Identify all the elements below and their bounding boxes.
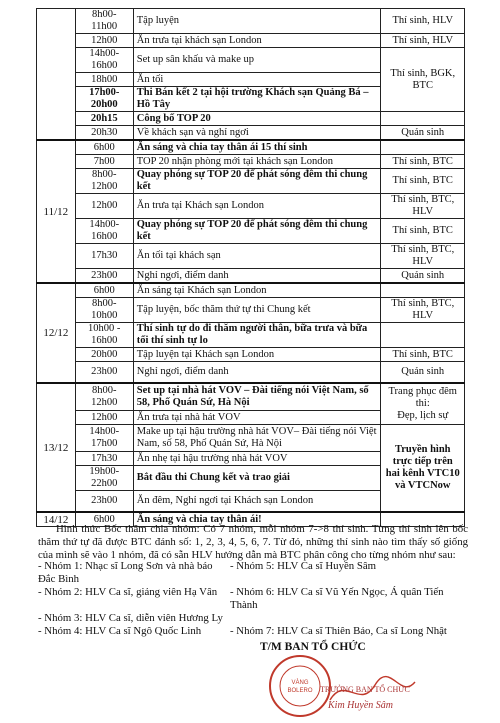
time-cell: 8h00- 12h00 <box>75 169 133 194</box>
table-row <box>37 219 465 244</box>
group-item: - Nhóm 1: Nhạc sĩ Long Sơn và nhà báo Đắc Bình <box>38 560 213 585</box>
time-cell: 6h00 <box>75 140 133 155</box>
table-row <box>37 383 465 411</box>
activity-cell: Thí sinh tự do đi thăm người thân, bữa trưa và bữa tối thí sinh tự lo <box>133 323 381 348</box>
table-row <box>37 48 465 73</box>
time-cell: 18h00 <box>75 73 133 87</box>
responsible-cell: Thí sinh, HLV <box>381 34 465 48</box>
table-row <box>37 34 465 48</box>
svg-text:BOLERO: BOLERO <box>287 688 313 694</box>
activity-cell: Về khách sạn và nghỉ ngơi <box>133 126 381 141</box>
time-cell: 12h00 <box>75 411 133 425</box>
table-row <box>37 244 465 269</box>
signature-title: T/M BAN TỔ CHỨC <box>260 641 366 653</box>
activity-cell: Ăn trưa tại Khách sạn London <box>133 194 381 219</box>
group-item: - Nhóm 2: HLV Ca sĩ, giảng viên Hạ Vân <box>38 586 218 598</box>
responsible-cell: Thí sinh, HLV <box>381 9 465 34</box>
responsible-cell: Thí sinh, BGK, BTC <box>381 48 465 112</box>
activity-cell: Ăn trưa tại khách sạn London <box>133 34 381 48</box>
time-cell: 17h00- 20h00 <box>75 87 133 112</box>
time-cell: 8h00- 12h00 <box>75 383 133 411</box>
activity-cell: Thi Bán kết 2 tại hội trường Khách sạn Quảng Bá – Hồ Tây <box>133 87 381 112</box>
activity-cell: Ăn tối tại khách sạn <box>133 244 381 269</box>
day-cell: 11/12 <box>37 140 76 283</box>
table-row <box>37 9 465 34</box>
activity-cell: Ăn sáng và chia tay thân ái! <box>133 512 381 527</box>
day-cell: 14/12 <box>37 512 76 527</box>
activity-cell: TOP 20 nhận phòng mới tại khách sạn London <box>133 155 381 169</box>
time-cell: 23h00 <box>75 362 133 384</box>
time-cell: 14h00- 16h00 <box>75 48 133 73</box>
table-row <box>37 348 465 362</box>
day-cell: 12/12 <box>37 283 76 383</box>
time-cell: 17h30 <box>75 244 133 269</box>
time-cell: 20h15 <box>75 112 133 126</box>
grouping-notes <box>38 523 468 562</box>
responsible-cell <box>381 323 465 348</box>
time-cell: 17h30 <box>75 452 133 466</box>
activity-cell: Ăn trưa tại nhà hát VOV <box>133 411 381 425</box>
activity-cell: Make up tại hậu trường nhà hát VOV– Đài tiếng nói Việt Nam, số 58, Phố Quán Sứ, Hà Nội <box>133 425 381 452</box>
table-row <box>37 362 465 384</box>
group-list <box>38 560 478 638</box>
time-cell: 7h00 <box>75 155 133 169</box>
responsible-cell: Thí sinh, BTC <box>381 348 465 362</box>
responsible-cell: Quản sinh <box>381 126 465 141</box>
table-row <box>37 194 465 219</box>
activity-cell: Quay phóng sự TOP 20 để phát sóng đêm thi chung kết <box>133 219 381 244</box>
responsible-cell: Thí sinh, BTC <box>381 169 465 194</box>
table-row <box>37 169 465 194</box>
schedule-table <box>36 8 465 527</box>
responsible-cell: Trang phục đêm thi: Đẹp, lịch sự <box>381 383 465 425</box>
activity-cell: Tập luyện <box>133 9 381 34</box>
table-row <box>37 269 465 284</box>
responsible-cell: Thí sinh, BTC <box>381 219 465 244</box>
table-row <box>37 323 465 348</box>
activity-cell: Ăn tối <box>133 73 381 87</box>
signature-name: Kim Huyền Sâm <box>328 700 393 711</box>
time-cell: 6h00 <box>75 512 133 527</box>
activity-cell: Ăn sáng và chia tay thân ái 15 thí sinh <box>133 140 381 155</box>
group-item: - Nhóm 5: HLV Ca sĩ Huyền Sâm <box>230 560 377 572</box>
grouping-paragraph: Hình thức Bốc thăm chia nhóm: Có 7 nhóm, mỗi nhóm 7->8 thí sinh. Từng thí sinh lên bốc thăm thứ tự đã được BTC đánh số: 1, 2, 3, 4, 5, 6, 7. Từ đó, những thí sinh nào tìm thấy số giống của mình sẽ vào 1 nhóm, đã có sẵn HLV hướng dẫn mà BTC phân công cho từng nhóm như sau: <box>38 523 468 561</box>
time-cell: 19h00- 22h00 <box>75 466 133 491</box>
activity-cell: Tập luyện tại Khách sạn London <box>133 348 381 362</box>
time-cell: 12h00 <box>75 34 133 48</box>
table-row <box>37 425 465 452</box>
time-cell: 6h00 <box>75 283 133 298</box>
activity-cell: Ăn đêm, Nghỉ ngơi tại Khách sạn London <box>133 491 381 513</box>
time-cell: 12h00 <box>75 194 133 219</box>
table-row <box>37 155 465 169</box>
activity-cell: Ăn nhẹ tại hậu trường nhà hát VOV <box>133 452 381 466</box>
day-cell <box>37 9 76 141</box>
time-cell: 14h00- 16h00 <box>75 219 133 244</box>
time-cell: 8h00- 10h00 <box>75 298 133 323</box>
day-cell: 13/12 <box>37 383 76 512</box>
time-cell: 8h00- 11h00 <box>75 9 133 34</box>
responsible-cell <box>381 283 465 298</box>
signature-role: TRƯỞNG BAN TỔ CHỨC <box>320 685 410 694</box>
responsible-cell: Truyền hình trực tiếp trên hai kênh VTC10 và VTCNow <box>381 425 465 513</box>
time-cell: 14h00- 17h00 <box>75 425 133 452</box>
responsible-cell: Thí sinh, BTC, HLV <box>381 244 465 269</box>
group-item: - Nhóm 3: HLV Ca sĩ, diễn viên Hương Ly <box>38 612 223 624</box>
time-cell: 20h00 <box>75 348 133 362</box>
table-row <box>37 126 465 141</box>
activity-cell: Quay phóng sự TOP 20 để phát sóng đêm thi chung kết <box>133 169 381 194</box>
responsible-cell: Quản sinh <box>381 362 465 384</box>
time-cell: 10h00 - 16h00 <box>75 323 133 348</box>
activity-cell: Nghỉ ngơi, điểm danh <box>133 362 381 384</box>
responsible-cell <box>381 140 465 155</box>
responsible-cell: Thí sinh, BTC, HLV <box>381 298 465 323</box>
time-cell: 20h30 <box>75 126 133 141</box>
group-item: - Nhóm 6: HLV Ca sĩ Vũ Yến Ngọc, Á quân Tiến Thành <box>230 586 444 611</box>
svg-text:VÀNG: VÀNG <box>291 680 309 686</box>
group-item: - Nhóm 4: HLV Ca sĩ Ngô Quốc Linh <box>38 625 202 637</box>
group-item: - Nhóm 7: HLV Ca sĩ Thiên Bảo, Ca sĩ Long Nhật <box>230 625 447 637</box>
responsible-cell: Quản sinh <box>381 269 465 284</box>
activity-cell: Set up sân khấu và make up <box>133 48 381 73</box>
activity-cell: Set up tại nhà hát VOV – Đài tiếng nói Việt Nam, số 58, Phố Quán Sứ, Hà Nội <box>133 383 381 411</box>
activity-cell: Tập luyện, bốc thăm thứ tự thi Chung kết <box>133 298 381 323</box>
activity-cell: Ăn sáng tại Khách sạn London <box>133 283 381 298</box>
time-cell: 23h00 <box>75 269 133 284</box>
table-row <box>37 283 465 298</box>
table-row <box>37 298 465 323</box>
responsible-cell <box>381 112 465 126</box>
responsible-cell: Thí sinh, BTC <box>381 155 465 169</box>
table-row <box>37 112 465 126</box>
activity-cell: Bắt đầu thi Chung kết và trao giải <box>133 466 381 491</box>
activity-cell: Nghỉ ngơi, điểm danh <box>133 269 381 284</box>
time-cell: 23h00 <box>75 491 133 513</box>
activity-cell: Công bố TOP 20 <box>133 112 381 126</box>
handwritten-signature-icon <box>320 670 470 720</box>
responsible-cell: Thí sinh, BTC, HLV <box>381 194 465 219</box>
table-row <box>37 140 465 155</box>
